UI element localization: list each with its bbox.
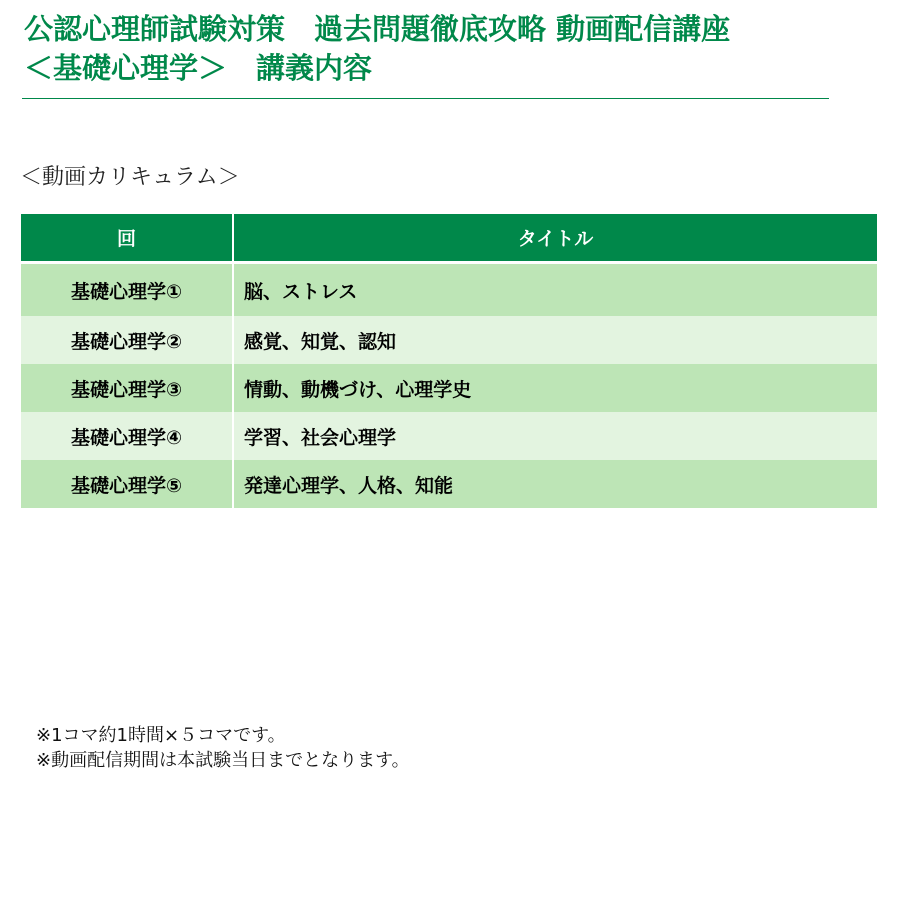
table-row (21, 263, 877, 317)
session-number: 基礎心理学④ (21, 412, 233, 460)
notes (36, 723, 410, 773)
page-title-line-2: ＜基礎心理学＞ 講義内容 (24, 51, 373, 85)
session-title: 発達心理学、人格、知能 (233, 460, 877, 508)
table-row (21, 412, 877, 460)
title-divider (22, 98, 829, 99)
column-header-title: タイトル (233, 214, 877, 263)
session-title: 脳、ストレス (233, 263, 877, 317)
session-title: 感覚、知覚、認知 (233, 316, 877, 364)
session-number: 基礎心理学① (21, 263, 233, 317)
session-number: 基礎心理学⑤ (21, 460, 233, 508)
page-title (24, 10, 829, 88)
curriculum-heading: ＜動画カリキュラム＞ (20, 165, 240, 190)
note-streaming-period: ※動画配信期間は本試験当日までとなります。 (36, 750, 410, 771)
table-row (21, 364, 877, 412)
table-row (21, 316, 877, 364)
column-header-session: 回 (21, 214, 233, 263)
session-number: 基礎心理学② (21, 316, 233, 364)
curriculum-table (21, 214, 877, 508)
table-row (21, 460, 877, 508)
page-title-line-1: 公認心理師試験対策 過去問題徹底攻略 動画配信講座 (24, 12, 731, 46)
session-number: 基礎心理学③ (21, 364, 233, 412)
session-title: 情動、動機づけ、心理学史 (233, 364, 877, 412)
note-session-count: ※1コマ約1時間×５コマです。 (36, 725, 286, 746)
session-title: 学習、社会心理学 (233, 412, 877, 460)
table-header-row (21, 214, 877, 263)
